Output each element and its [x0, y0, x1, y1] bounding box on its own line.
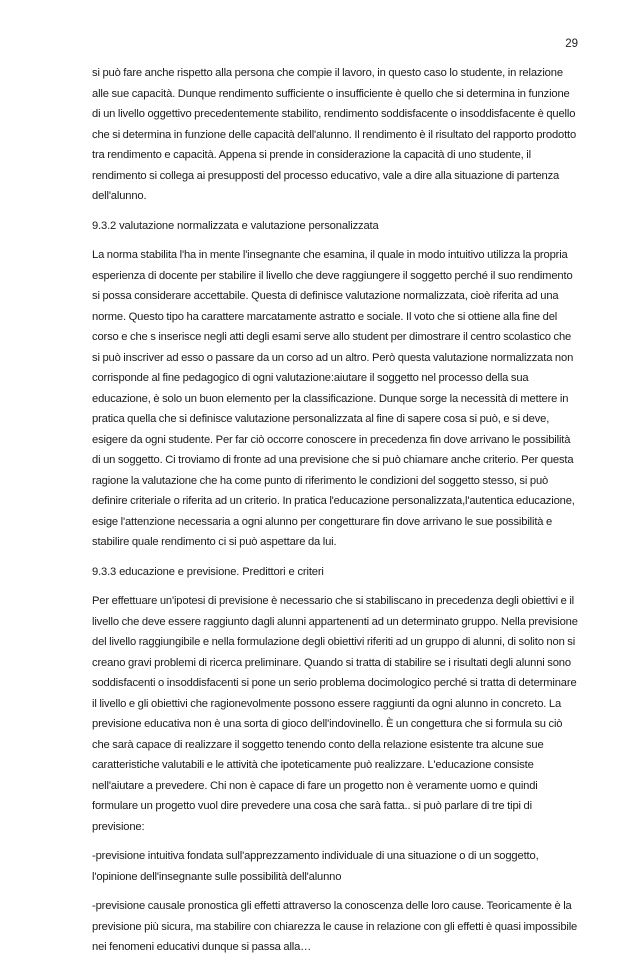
page-number: 29: [565, 38, 578, 50]
section-heading-9-3-2: 9.3.2 valutazione normalizzata e valutazione personalizzata: [92, 219, 379, 232]
paragraph-valutazione-normalizzata: La norma stabilita l'ha in mente l'insegnante che esamina, il quale in modo intuitivo utilizza la propria esperienza di docente per stabilire il livello che deve raggiungere il soggetto perché il suo rendimento si possa considerare accettabile. Questa di definisce valutazione normalizzata, cioè riferita ad una norme. Questo tipo ha carattere marcatamente astratto e sociale. Il voto che si ottiene alla fine del corso e che s inserisce negli atti degli esami serve allo student per dimostrare il centro scolastico che si può inscriver ad esso o passare da un corso ad un altro. Però questa valutazione normalizzata non corrisponde al fine pedagogico di ogni valutazione:aiutare il soggetto nel processo della sua educazione, è solo un buon elemento per la classificazione. Dunque sorge la necessità di mettere in pratica quella che si definisce valutazione personalizzata al fine di sapere cosa si può, e si deve, esigere da ogni studente. Per far ciò occorre conoscere in precedenza fin dove arrivano le possibilità di un soggetto. Ci troviamo di fronte ad una previsione che si può chiamare anche criterio. Per questa ragione la valutazione che ha come punto di riferimento le condizioni del soggetto stesso, si può definire criteriale o riferita ad un criterio. In pratica l'educazione personalizzata,l'autentica educazione, esige l'attenzione necessaria a ogni alunno per congetturare fin dove arrivano le sue possibilità e stabilire quale rendimento ci si può aspettare da lui.: [92, 249, 575, 548]
document-body: [92, 63, 580, 967]
paragraph-previsione-causale: -previsione causale pronostica gli effetti attraverso la conoscenza delle loro cause. Teoricamente è la previsione più sicura, ma stabilire con chiarezza le cause in relazione con gli effetti è quasi impossibile nei fenomeni educativi dunque si passa alla…: [92, 900, 578, 953]
paragraph-previsione-intuitiva: -previsione intuitiva fondata sull'apprezzamento individuale di una situazione o di un soggetto, l'opinione dell'insegnante sulle possibilità dell'alunno: [92, 850, 539, 883]
section-heading-9-3-3: 9.3.3 educazione e previsione. Predittori e criteri: [92, 565, 324, 578]
paragraph-rendimento: si può fare anche rispetto alla persona che compie il lavoro, in questo caso lo studente, in relazione alle sue capacità. Dunque rendimento sufficiente o insufficiente è quello che si determina in funzione di un livello oggettivo precedentemente stabilito, rendimento soddisfacente o insoddisfacente è quello che si determina in funzione delle capacità dell'alunno. Il rendimento è il risultato del rapporto prodotto tra rendimento e capacità. Appena si prende in considerazione la capacità di uno studente, il rendimento si collega ai presupposti del processo educativo, vale a dire alla situazione di partenza dell'alunno.: [92, 67, 577, 202]
paragraph-previsione: Per effettuare un'ipotesi di previsione è necessario che si stabiliscano in precedenza degli obiettivi e il livello che deve essere raggiunto dagli alunni appartenenti ad un determinato gruppo. Nella previsione del livello raggiungibile e nella formulazione degli obiettivi riferiti ad un gruppo di alunni, di solito non si creano gravi problemi di ricerca preliminare. Quando si tratta di stabilire se i risultati degli alunni sono soddisfacenti o insoddisfacenti si pone un serio problema docimologico perché si tratta di determinare il livello e gli obiettivi che ragionevolmente possono essere raggiunti da ogni alunno in concreto. La previsione educativa non è una sorta di gioco dell'indovinello. È un congettura che si formula su ciò che sarà capace di realizzare il soggetto tenendo conto della relazione esistente tra alcune sue caratteristiche valutabili e le attività che ipoteticamente può realizzare. L'educazione consiste nell'aiutare a prevedere. Chi non è capace di fare un progetto non è veramente uomo e quindi formulare un progetto vuol dire prevedere una cosa che sarà fatta.. si può parlare di tre tipi di previsione:: [92, 595, 578, 833]
